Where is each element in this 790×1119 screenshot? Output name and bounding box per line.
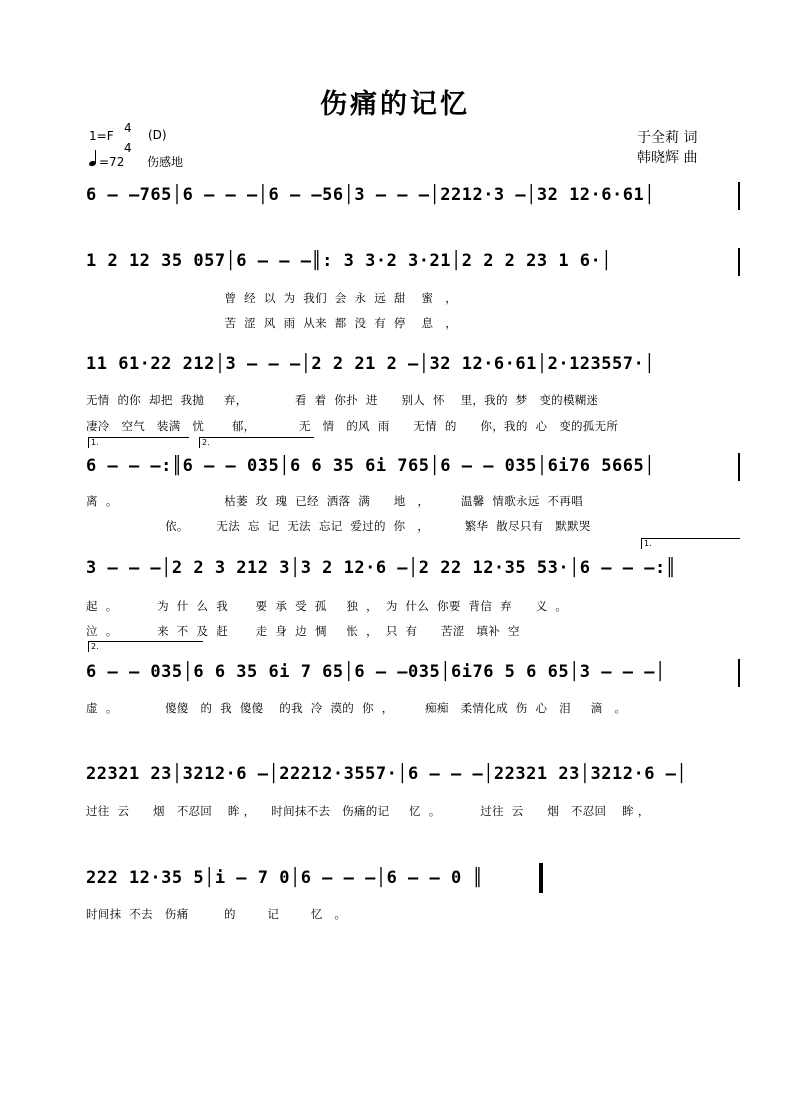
- barline: [738, 659, 740, 687]
- notation-line-4: [86, 448, 740, 484]
- lyrics-line: 离 。 枯萎 玫 瑰 已经 洒落 满 地 ， 温馨 情歌永远 不再唱: [86, 494, 583, 508]
- first-ending-bracket: 1.: [641, 538, 740, 549]
- first-ending-bracket: 1.: [88, 437, 189, 448]
- lyrics-line: 凄冷 空气 装满 忧 郁， 无 情 的风 雨 无情 的 你，我的 心 变的孤无所: [86, 419, 619, 433]
- time-signature-bottom: 4: [124, 141, 132, 155]
- second-ending-bracket: 2.: [88, 641, 203, 652]
- lyrics-line: 曾 经 以 为 我们 会 永 远 甜 蜜 ，: [86, 291, 458, 305]
- quarter-note-icon: [89, 150, 97, 168]
- lyrics-line: 起 。 为 什 么 我 要 承 受 孤 独 ， 为 什么 你要 背信 弃 义 。: [86, 599, 568, 613]
- notation-text: 11 61·22 212│3 – – –│2 2 21 2 –│32 12·6·61│2·123557·│: [86, 354, 655, 374]
- barline: [738, 182, 740, 210]
- lyrics-line: 泣 。 来 不 及 赶 走 身 边 惆 怅 ， 只 有 苦涩 填补 空: [86, 624, 520, 638]
- notation-text: 3 – – –│2 2 3 212 3│3 2 12·6 –│2 22 12·35 53·│6 – – –:║: [86, 558, 677, 578]
- notation-line-3: [86, 346, 740, 382]
- lyrics-line: 苦 涩 风 雨 从来 都 没 有 停 息 ，: [86, 316, 458, 330]
- notation-text: 1 2 12 35 057│6 – – –║: 3 3·2 3·21│2 2 2 23 1 6·│: [86, 251, 613, 271]
- notation-text: 6 – – 035│6 6 35 6i 7 65│6 – –035│6i76 5 6 65│3 – – –│: [86, 662, 666, 682]
- barline: [738, 453, 740, 481]
- notation-line-7: [86, 756, 740, 792]
- lyrics-line: 无情 的你 却把 我抛 弃， 看 着 你扑 进 别人 怀 里，我的 梦 变的模糊迷: [86, 393, 599, 407]
- notation-line-5: [86, 550, 740, 586]
- key-signature: 1=F: [89, 129, 114, 143]
- expression-marking: 伤感地: [147, 155, 184, 169]
- final-barline: [539, 863, 543, 893]
- notation-text: 22321 23│3212·6 –│22212·3557·│6 – – –│22321 23│3212·6 –│: [86, 764, 688, 784]
- notation-line-8: [86, 860, 740, 896]
- notation-text: 222 12·35 5│i – 7 0│6 – – –│6 – – 0 ║: [86, 868, 484, 888]
- lyrics-line: 依。 无法 忘 记 无法 忘记 爱过的 你 ， 繁华 散尽只有 默默哭: [86, 519, 591, 533]
- tempo-marking: =72: [99, 155, 125, 169]
- alternate-key: (D): [148, 128, 167, 142]
- time-signature-top: 4: [124, 121, 132, 135]
- composer-credit: 韩晓辉 曲: [637, 150, 698, 166]
- notation-line-2: [86, 243, 740, 279]
- barline: [738, 248, 740, 276]
- notation-line-1: [86, 177, 740, 213]
- notation-line-6: [86, 654, 740, 690]
- lyricist-credit: 于全莉 词: [637, 130, 698, 146]
- lyrics-line: 时间抹 不去 伤痛 的 记 忆 。: [86, 907, 347, 921]
- notation-text: 6 – – –:║6 – – 035│6 6 35 6i 765│6 – – 035│6i76 5665│: [86, 456, 655, 476]
- lyrics-line: 过往 云 烟 不忍回 眸 ， 时间抹不去 伤痛的记 忆 。 过往 云 烟 不忍回 眸 ，: [86, 804, 650, 818]
- lyrics-line: 虚 。 傻傻 的 我 傻傻 的我 冷 漠的 你 ， 痴痴 柔情化成 伤 心 泪 滴 。: [86, 701, 627, 715]
- song-title: 伤痛的记忆: [320, 89, 470, 120]
- notation-text: 6 – –765│6 – – –│6 – –56│3 – – –│2212·3 –│32 12·6·61│: [86, 185, 655, 205]
- second-ending-bracket: 2.: [199, 437, 314, 448]
